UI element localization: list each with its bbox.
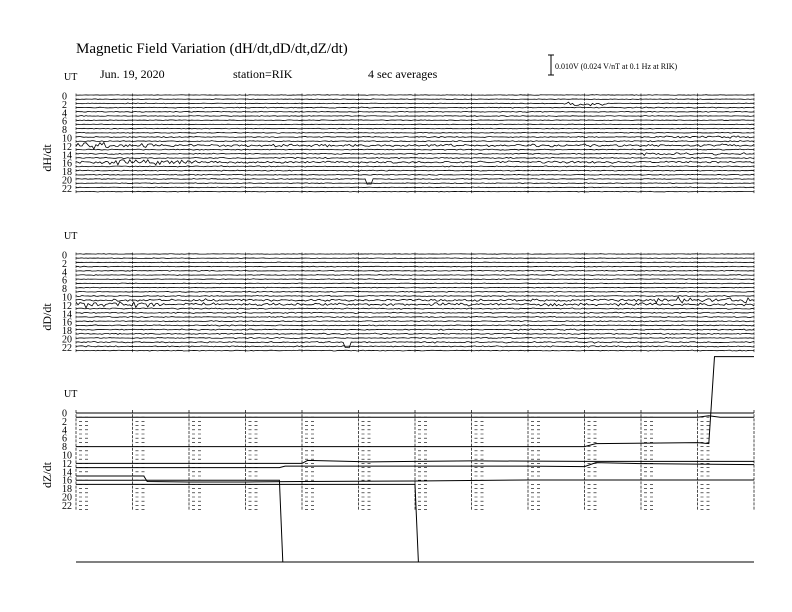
hour-tick-label: 10 xyxy=(62,292,72,304)
ut-label: UT xyxy=(64,72,78,83)
hour-tick-label: 14 xyxy=(62,467,72,479)
ut-label: UT xyxy=(64,389,78,400)
hour-tick-label: 0 xyxy=(62,250,67,262)
row-baseline xyxy=(76,452,754,455)
row-baseline xyxy=(76,469,754,472)
trace-hour-21 xyxy=(76,183,754,184)
hour-tick-label: 20 xyxy=(62,334,72,346)
hour-tick-label: 6 xyxy=(62,433,67,445)
trace-hour-0 xyxy=(76,95,754,96)
row-baseline xyxy=(76,418,754,421)
hour-tick-label: 14 xyxy=(62,309,72,321)
row-baseline xyxy=(76,439,754,442)
hour-tick-label: 22 xyxy=(62,183,72,195)
panel-dh-dt xyxy=(40,72,754,195)
row-baseline xyxy=(76,507,754,510)
trace-hour-11 xyxy=(76,297,754,303)
hour-tick-label: 22 xyxy=(62,342,72,354)
trace-hour-7 xyxy=(76,124,754,125)
row-baseline xyxy=(76,498,754,501)
hour-tick-label: 4 xyxy=(62,267,67,279)
hour-tick-label: 12 xyxy=(62,300,72,312)
chart-title: Magnetic Field Variation (dH/dt,dD/dt,dZ/dt) xyxy=(76,41,348,57)
hour-tick-label: 12 xyxy=(62,141,72,153)
panels xyxy=(40,72,754,562)
hour-tick-label: 18 xyxy=(62,484,72,496)
hour-tick-label: 16 xyxy=(62,475,72,487)
hour-tick-label: 6 xyxy=(62,275,67,287)
y-axis-label: dZ/dt xyxy=(40,462,54,488)
row-baseline xyxy=(76,435,754,438)
trace-hour-23 xyxy=(76,191,754,192)
hour-tick-label: 0 xyxy=(62,91,67,103)
hour-tick-label: 10 xyxy=(62,450,72,462)
panel-dz-dt xyxy=(40,357,754,562)
hour-tick-label: 4 xyxy=(62,425,67,437)
hour-tick-label: 8 xyxy=(62,442,67,454)
trace-hour-1 xyxy=(76,258,754,259)
averaging-label: 4 sec averages xyxy=(368,67,438,81)
hour-tick-label: 10 xyxy=(62,133,72,145)
hour-tick-label: 12 xyxy=(62,458,72,470)
scale-label: 0.010V (0.024 V/nT at 0.1 Hz at RIK) xyxy=(555,62,678,71)
trace-hour-8 xyxy=(76,128,754,129)
hour-tick-label: 20 xyxy=(62,175,72,187)
ut-label: UT xyxy=(64,231,78,242)
y-axis-label: dH/dt xyxy=(40,144,54,172)
trace-hour-1 xyxy=(76,99,754,100)
hour-tick-label: 6 xyxy=(62,116,67,128)
hour-tick-label: 18 xyxy=(62,167,72,179)
scale-bar xyxy=(548,55,678,75)
row-baseline xyxy=(76,473,754,476)
hour-tick-label: 8 xyxy=(62,284,67,296)
row-baseline xyxy=(76,431,754,434)
hour-tick-label: 16 xyxy=(62,158,72,170)
row-baseline xyxy=(76,456,754,459)
hour-tick-label: 14 xyxy=(62,150,72,162)
hour-tick-label: 2 xyxy=(62,416,67,428)
hour-tick-label: 8 xyxy=(62,125,67,137)
hour-tick-label: 22 xyxy=(62,500,72,512)
hour-tick-label: 20 xyxy=(62,492,72,504)
hour-tick-label: 18 xyxy=(62,326,72,338)
hour-tick-label: 0 xyxy=(62,408,67,420)
row-baseline xyxy=(76,427,754,430)
row-baseline xyxy=(76,502,754,505)
y-axis-label: dD/dt xyxy=(40,303,54,331)
panel-dd-dt xyxy=(40,231,754,354)
hour-tick-label: 16 xyxy=(62,317,72,329)
trace-hour-7 xyxy=(76,283,754,284)
trace-hour-0 xyxy=(76,254,754,255)
hour-tick-label: 2 xyxy=(62,258,67,270)
station-label: station=RIK xyxy=(233,67,293,81)
trace-hour-12 xyxy=(76,302,754,308)
row-baseline xyxy=(76,448,754,451)
row-baseline xyxy=(76,423,754,426)
trace-hour-2 xyxy=(76,262,754,263)
hour-tick-label: 2 xyxy=(62,99,67,111)
date-label: Jun. 19, 2020 xyxy=(100,67,165,81)
hour-tick-label: 4 xyxy=(62,108,67,120)
